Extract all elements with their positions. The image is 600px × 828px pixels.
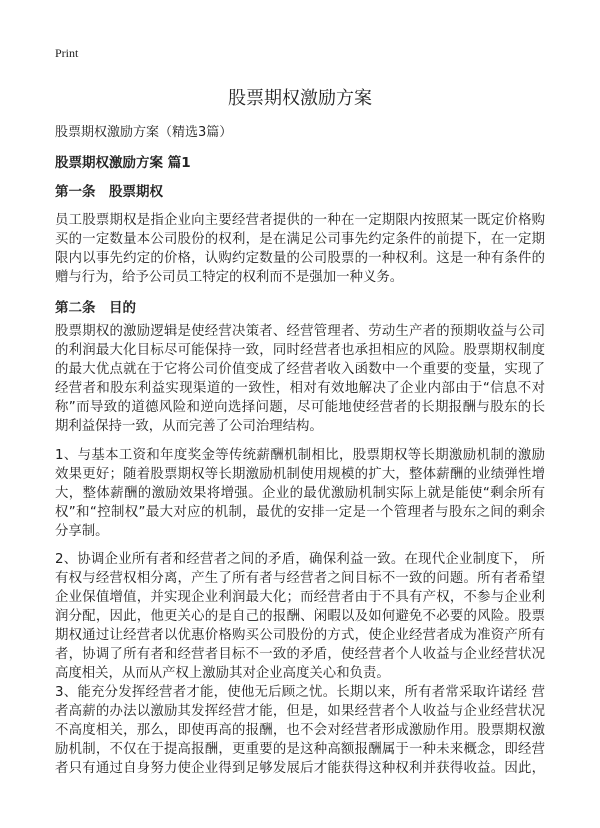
paragraph-line: 2、协调企业所有者和经营者之间的矛盾，确保利益一致。在现代企业制度下， 所: [55, 552, 545, 567]
paragraph: [55, 550, 545, 683]
paragraph-line: 1、与基本工资和年度奖金等传统薪酬机制相比，股票期权等长期激励机制的激励: [55, 448, 545, 463]
paragraph-line: 不高度相关，那么，即使再高的报酬，也不会对经营者形成激励作用。股票期权激: [55, 723, 545, 738]
article-1-heading: 第一条 股票期权: [55, 184, 163, 200]
paragraph-line: 企业保值增值，并实现企业利润最大化；而经营者由于不具有产权，不参与企业利: [55, 590, 545, 605]
paragraph-line: 3、能充分发挥经营者才能，使他无后顾之忧。长期以来，所有者常采取许诺经 营: [55, 685, 545, 700]
paragraph-line: 润分配，因此，他更关心的是自己的报酬、闲暇以及如何避免不必要的风险。股票: [55, 609, 545, 624]
paragraph-line: 期利益保持一致，从而完善了公司治理结构。: [55, 419, 323, 434]
paragraph-line: 股票期权的激励逻辑是使经营决策者、经营管理者、劳动生产者的预期收益与公司: [55, 324, 545, 339]
paragraph-line: 赠与行为，给予公司员工特定的权利而不是强加一种义务。: [55, 270, 404, 285]
print-label[interactable]: Print: [55, 46, 79, 60]
paragraph: [55, 446, 545, 541]
paragraph-line: 者，协调了所有者和经营者目标不一致的矛盾，使经营者个人收益与企业经营状况: [55, 647, 545, 662]
subtitle: 股票期权激励方案（精选3篇）: [55, 125, 233, 140]
paragraph-line: 效果更好；随着股票期权等长期激励机制使用规模的扩大，整体薪酬的业绩弹性增: [55, 467, 545, 482]
paragraph: [55, 683, 545, 778]
document-title: 股票期权激励方案: [228, 88, 372, 109]
paragraph-line: 期权通过让经营者以优惠价格购买公司股份的方式，使企业经营者成为准资产所有: [55, 628, 545, 643]
paragraph-line: 高度相关，从而从产权上激励其对企业高度关心和负责。: [55, 666, 390, 681]
paragraph-line: 分享制。: [55, 524, 109, 539]
paragraph: [55, 211, 545, 287]
section-heading: 股票期权激励方案 篇1: [55, 155, 191, 171]
paragraph-line: 者只有通过自身努力使企业得到足够发展后才能获得这种权利并获得收益。因此，: [55, 761, 545, 776]
paragraph-line: 励机制，不仅在于提高报酬，更重要的是这种高额报酬属于一种未来概念，即经营: [55, 742, 545, 757]
paragraph-line: 买的一定数量本公司股份的权利，是在满足公司事先约定条件的前提下，在一定期: [55, 232, 545, 247]
paragraph-line: 有权与经营权相分离，产生了所有者与经营者之间目标不一致的问题。所有者希望: [55, 571, 545, 586]
paragraph: [55, 322, 545, 436]
paragraph-line: 的利润最大化目标尽可能保持一致，同时经营者也承担相应的风险。股票期权制度: [55, 343, 545, 358]
paragraph-line: 员工股票期权是指企业向主要经营者提供的一种在一定期限内按照某一既定价格购: [55, 213, 545, 228]
paragraph-line: 大，整体薪酬的激励效果将增强。企业的最优激励机制实际上就是能使“剩余所有: [55, 486, 545, 501]
paragraph-line: 经营者和股东利益实现渠道的一致性，相对有效地解决了企业内部由于“信息不对: [55, 381, 545, 396]
paragraph-line: 限内以事先约定的价格，认购约定数量的公司股票的一种权利。这是一种有条件的: [55, 251, 545, 266]
paragraph-line: 的最大优点就在于它将公司价值变成了经营者收入函数中一个重要的变量，实现了: [55, 362, 545, 377]
article-2-heading: 第二条 目的: [55, 300, 136, 316]
paragraph-line: 者高薪的办法以激励其发挥经营才能，但是，如果经营者个人收益与企业经营状况: [55, 704, 545, 719]
paragraph-line: 称”而导致的道德风险和逆向选择问题，尽可能地使经营者的长期报酬与股东的长: [55, 400, 545, 415]
paragraph-line: 权”和“控制权”最大对应的机制，最优的安排一定是一个管理者与股东之间的剩余: [55, 505, 545, 520]
